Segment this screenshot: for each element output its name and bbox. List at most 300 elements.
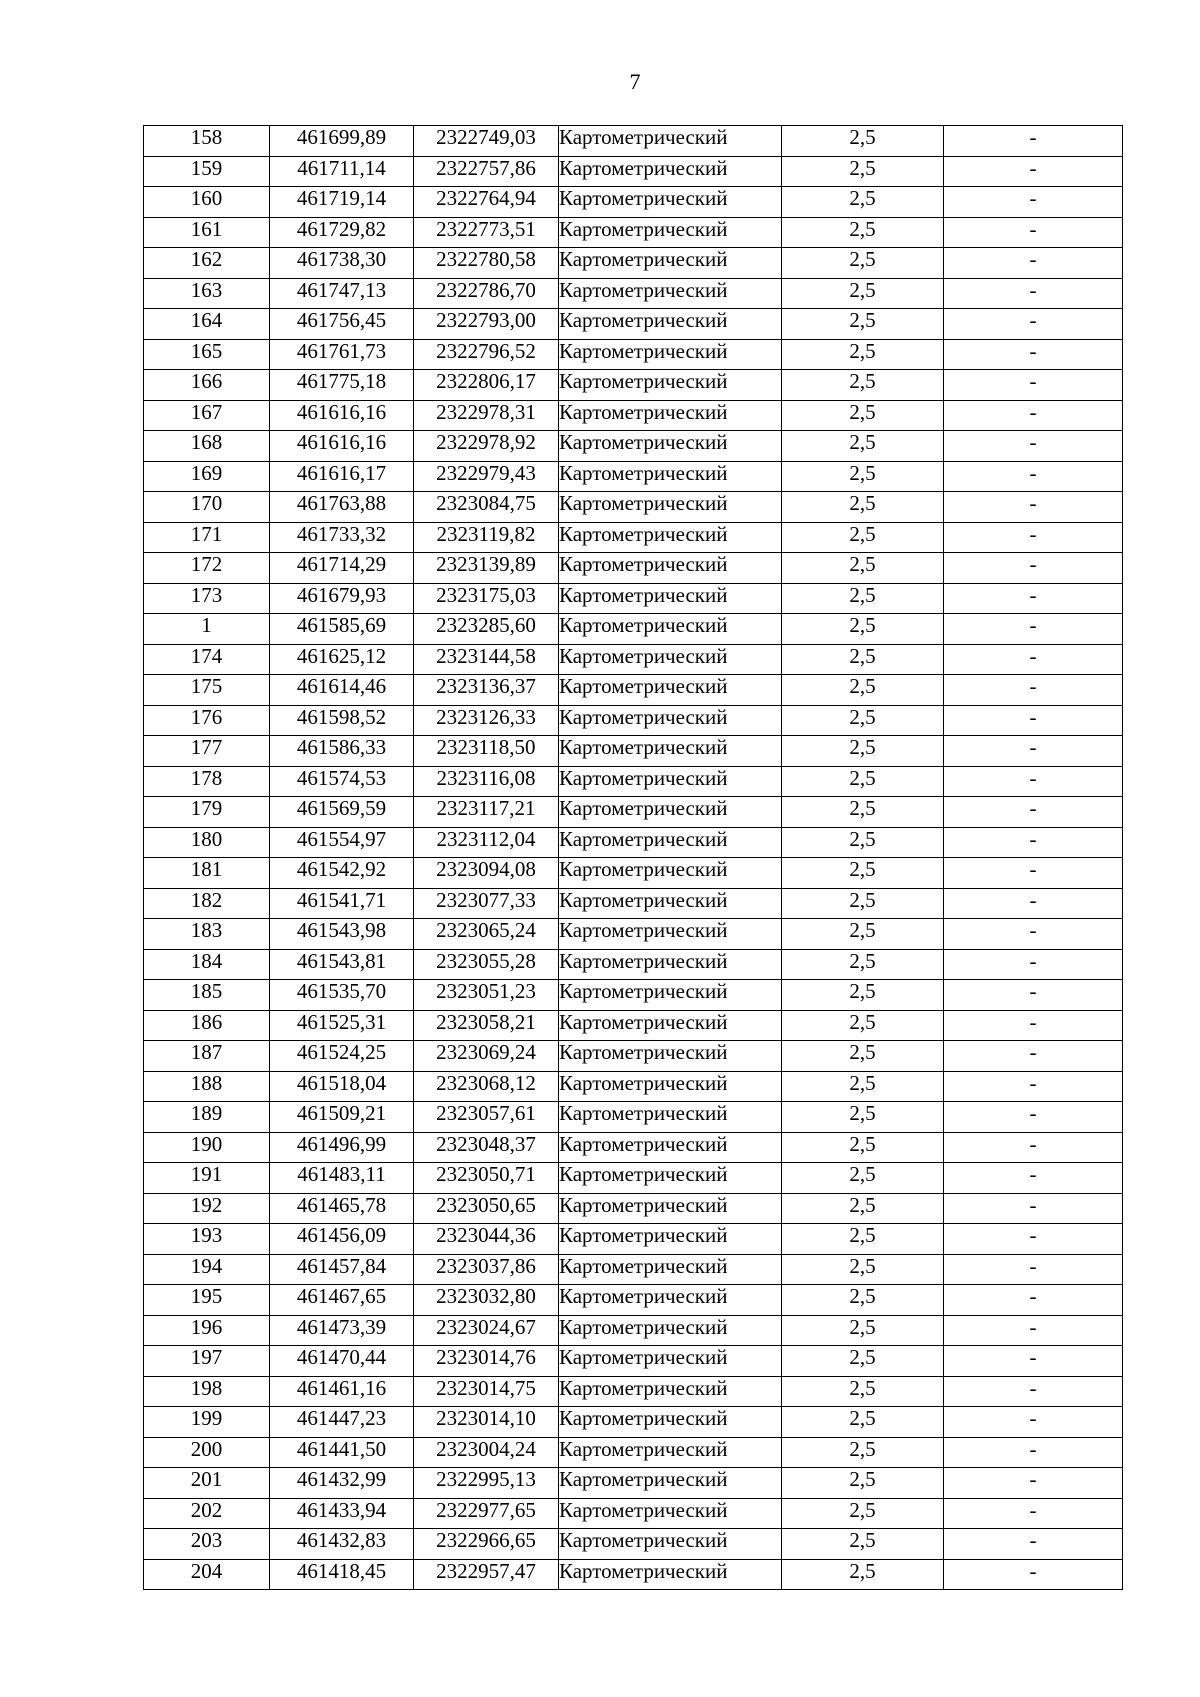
table-row <box>144 888 1123 919</box>
accuracy-cell: 2,5 <box>782 827 944 858</box>
description-cell: - <box>944 1346 1123 1377</box>
method-cell: Картометрический <box>559 1224 782 1255</box>
table-row <box>144 431 1123 462</box>
y-coordinate-cell: 2323144,58 <box>414 644 559 675</box>
table-row <box>144 1102 1123 1133</box>
method-cell: Картометрический <box>559 1193 782 1224</box>
accuracy-cell: 2,5 <box>782 919 944 950</box>
y-coordinate-cell: 2323037,86 <box>414 1254 559 1285</box>
point-number-cell: 203 <box>144 1529 270 1560</box>
y-coordinate-cell: 2322995,13 <box>414 1468 559 1499</box>
x-coordinate-cell: 461733,32 <box>270 522 414 553</box>
x-coordinate-cell: 461738,30 <box>270 248 414 279</box>
y-coordinate-cell: 2322806,17 <box>414 370 559 401</box>
x-coordinate-cell: 461616,16 <box>270 431 414 462</box>
point-number-cell: 173 <box>144 583 270 614</box>
method-cell: Картометрический <box>559 1407 782 1438</box>
table-row <box>144 644 1123 675</box>
method-cell: Картометрический <box>559 461 782 492</box>
method-cell: Картометрический <box>559 1346 782 1377</box>
point-number-cell: 176 <box>144 705 270 736</box>
point-number-cell: 187 <box>144 1041 270 1072</box>
table-row <box>144 1529 1123 1560</box>
y-coordinate-cell: 2322978,31 <box>414 400 559 431</box>
method-cell: Картометрический <box>559 1498 782 1529</box>
method-cell: Картометрический <box>559 1315 782 1346</box>
table-row <box>144 1041 1123 1072</box>
x-coordinate-cell: 461432,83 <box>270 1529 414 1560</box>
y-coordinate-cell: 2323094,08 <box>414 858 559 889</box>
method-cell: Картометрический <box>559 1254 782 1285</box>
y-coordinate-cell: 2322977,65 <box>414 1498 559 1529</box>
table-row <box>144 1010 1123 1041</box>
accuracy-cell: 2,5 <box>782 1224 944 1255</box>
method-cell: Картометрический <box>559 1437 782 1468</box>
accuracy-cell: 2,5 <box>782 980 944 1011</box>
table-row <box>144 614 1123 645</box>
description-cell: - <box>944 644 1123 675</box>
table-row <box>144 1224 1123 1255</box>
method-cell: Картометрический <box>559 553 782 584</box>
description-cell: - <box>944 339 1123 370</box>
method-cell: Картометрический <box>559 583 782 614</box>
description-cell: - <box>944 1163 1123 1194</box>
point-number-cell: 178 <box>144 766 270 797</box>
y-coordinate-cell: 2323139,89 <box>414 553 559 584</box>
description-cell: - <box>944 766 1123 797</box>
accuracy-cell: 2,5 <box>782 797 944 828</box>
accuracy-cell: 2,5 <box>782 1193 944 1224</box>
description-cell: - <box>944 492 1123 523</box>
y-coordinate-cell: 2323058,21 <box>414 1010 559 1041</box>
table-row <box>144 736 1123 767</box>
description-cell: - <box>944 949 1123 980</box>
accuracy-cell: 2,5 <box>782 1010 944 1041</box>
description-cell: - <box>944 1041 1123 1072</box>
y-coordinate-cell: 2323084,75 <box>414 492 559 523</box>
method-cell: Картометрический <box>559 949 782 980</box>
point-number-cell: 158 <box>144 126 270 157</box>
x-coordinate-cell: 461616,17 <box>270 461 414 492</box>
description-cell: - <box>944 1559 1123 1590</box>
y-coordinate-cell: 2322764,94 <box>414 187 559 218</box>
method-cell: Картометрический <box>559 1041 782 1072</box>
x-coordinate-cell: 461616,16 <box>270 400 414 431</box>
x-coordinate-cell: 461569,59 <box>270 797 414 828</box>
y-coordinate-cell: 2323116,08 <box>414 766 559 797</box>
x-coordinate-cell: 461699,89 <box>270 126 414 157</box>
y-coordinate-cell: 2322966,65 <box>414 1529 559 1560</box>
y-coordinate-cell: 2322796,52 <box>414 339 559 370</box>
method-cell: Картометрический <box>559 522 782 553</box>
accuracy-cell: 2,5 <box>782 522 944 553</box>
table-row <box>144 919 1123 950</box>
x-coordinate-cell: 461535,70 <box>270 980 414 1011</box>
table-row <box>144 1376 1123 1407</box>
x-coordinate-cell: 461524,25 <box>270 1041 414 1072</box>
y-coordinate-cell: 2322773,51 <box>414 217 559 248</box>
y-coordinate-cell: 2322780,58 <box>414 248 559 279</box>
method-cell: Картометрический <box>559 1102 782 1133</box>
description-cell: - <box>944 187 1123 218</box>
point-number-cell: 182 <box>144 888 270 919</box>
x-coordinate-cell: 461585,69 <box>270 614 414 645</box>
description-cell: - <box>944 797 1123 828</box>
accuracy-cell: 2,5 <box>782 1315 944 1346</box>
point-number-cell: 202 <box>144 1498 270 1529</box>
description-cell: - <box>944 126 1123 157</box>
method-cell: Картометрический <box>559 614 782 645</box>
y-coordinate-cell: 2323117,21 <box>414 797 559 828</box>
table-row <box>144 858 1123 889</box>
point-number-cell: 179 <box>144 797 270 828</box>
description-cell: - <box>944 400 1123 431</box>
method-cell: Картометрический <box>559 1468 782 1499</box>
table-row <box>144 949 1123 980</box>
method-cell: Картометрический <box>559 1163 782 1194</box>
description-cell: - <box>944 1498 1123 1529</box>
table-row <box>144 1407 1123 1438</box>
x-coordinate-cell: 461461,16 <box>270 1376 414 1407</box>
x-coordinate-cell: 461518,04 <box>270 1071 414 1102</box>
table-row <box>144 1559 1123 1590</box>
method-cell: Картометрический <box>559 705 782 736</box>
point-number-cell: 171 <box>144 522 270 553</box>
point-number-cell: 188 <box>144 1071 270 1102</box>
point-number-cell: 193 <box>144 1224 270 1255</box>
table-row <box>144 797 1123 828</box>
method-cell: Картометрический <box>559 675 782 706</box>
description-cell: - <box>944 278 1123 309</box>
x-coordinate-cell: 461509,21 <box>270 1102 414 1133</box>
table-row <box>144 278 1123 309</box>
y-coordinate-cell: 2323077,33 <box>414 888 559 919</box>
description-cell: - <box>944 1529 1123 1560</box>
description-cell: - <box>944 461 1123 492</box>
y-coordinate-cell: 2322757,86 <box>414 156 559 187</box>
description-cell: - <box>944 431 1123 462</box>
point-number-cell: 200 <box>144 1437 270 1468</box>
x-coordinate-cell: 461456,09 <box>270 1224 414 1255</box>
x-coordinate-cell: 461719,14 <box>270 187 414 218</box>
y-coordinate-cell: 2322957,47 <box>414 1559 559 1590</box>
accuracy-cell: 2,5 <box>782 1163 944 1194</box>
table-row <box>144 1193 1123 1224</box>
accuracy-cell: 2,5 <box>782 126 944 157</box>
description-cell: - <box>944 1407 1123 1438</box>
x-coordinate-cell: 461418,45 <box>270 1559 414 1590</box>
accuracy-cell: 2,5 <box>782 492 944 523</box>
table-row <box>144 980 1123 1011</box>
x-coordinate-cell: 461756,45 <box>270 309 414 340</box>
method-cell: Картометрический <box>559 126 782 157</box>
point-number-cell: 190 <box>144 1132 270 1163</box>
point-number-cell: 181 <box>144 858 270 889</box>
method-cell: Картометрический <box>559 339 782 370</box>
y-coordinate-cell: 2323119,82 <box>414 522 559 553</box>
x-coordinate-cell: 461614,46 <box>270 675 414 706</box>
x-coordinate-cell: 461496,99 <box>270 1132 414 1163</box>
point-number-cell: 170 <box>144 492 270 523</box>
y-coordinate-cell: 2323136,37 <box>414 675 559 706</box>
x-coordinate-cell: 461441,50 <box>270 1437 414 1468</box>
method-cell: Картометрический <box>559 1559 782 1590</box>
description-cell: - <box>944 1315 1123 1346</box>
table-row <box>144 461 1123 492</box>
method-cell: Картометрический <box>559 156 782 187</box>
description-cell: - <box>944 858 1123 889</box>
point-number-cell: 195 <box>144 1285 270 1316</box>
accuracy-cell: 2,5 <box>782 431 944 462</box>
y-coordinate-cell: 2323014,75 <box>414 1376 559 1407</box>
description-cell: - <box>944 309 1123 340</box>
description-cell: - <box>944 1254 1123 1285</box>
point-number-cell: 167 <box>144 400 270 431</box>
y-coordinate-cell: 2322979,43 <box>414 461 559 492</box>
table-row <box>144 766 1123 797</box>
accuracy-cell: 2,5 <box>782 705 944 736</box>
accuracy-cell: 2,5 <box>782 187 944 218</box>
accuracy-cell: 2,5 <box>782 370 944 401</box>
y-coordinate-cell: 2323014,10 <box>414 1407 559 1438</box>
accuracy-cell: 2,5 <box>782 400 944 431</box>
point-number-cell: 198 <box>144 1376 270 1407</box>
accuracy-cell: 2,5 <box>782 1376 944 1407</box>
accuracy-cell: 2,5 <box>782 461 944 492</box>
table-row <box>144 400 1123 431</box>
y-coordinate-cell: 2323032,80 <box>414 1285 559 1316</box>
y-coordinate-cell: 2323118,50 <box>414 736 559 767</box>
point-number-cell: 162 <box>144 248 270 279</box>
method-cell: Картометрический <box>559 1376 782 1407</box>
accuracy-cell: 2,5 <box>782 949 944 980</box>
accuracy-cell: 2,5 <box>782 553 944 584</box>
point-number-cell: 174 <box>144 644 270 675</box>
y-coordinate-cell: 2323014,76 <box>414 1346 559 1377</box>
x-coordinate-cell: 461542,92 <box>270 858 414 889</box>
y-coordinate-cell: 2322978,92 <box>414 431 559 462</box>
y-coordinate-cell: 2323285,60 <box>414 614 559 645</box>
accuracy-cell: 2,5 <box>782 1132 944 1163</box>
point-number-cell: 192 <box>144 1193 270 1224</box>
x-coordinate-cell: 461775,18 <box>270 370 414 401</box>
table-row <box>144 1163 1123 1194</box>
description-cell: - <box>944 1010 1123 1041</box>
method-cell: Картометрический <box>559 644 782 675</box>
accuracy-cell: 2,5 <box>782 1071 944 1102</box>
y-coordinate-cell: 2323050,71 <box>414 1163 559 1194</box>
point-number-cell: 201 <box>144 1468 270 1499</box>
accuracy-cell: 2,5 <box>782 1346 944 1377</box>
point-number-cell: 1 <box>144 614 270 645</box>
y-coordinate-cell: 2323044,36 <box>414 1224 559 1255</box>
table-row <box>144 583 1123 614</box>
accuracy-cell: 2,5 <box>782 583 944 614</box>
description-cell: - <box>944 1071 1123 1102</box>
x-coordinate-cell: 461598,52 <box>270 705 414 736</box>
x-coordinate-cell: 461432,99 <box>270 1468 414 1499</box>
point-number-cell: 165 <box>144 339 270 370</box>
description-cell: - <box>944 1102 1123 1133</box>
accuracy-cell: 2,5 <box>782 644 944 675</box>
description-cell: - <box>944 553 1123 584</box>
accuracy-cell: 2,5 <box>782 1285 944 1316</box>
accuracy-cell: 2,5 <box>782 1437 944 1468</box>
point-number-cell: 204 <box>144 1559 270 1590</box>
page-number: 7 <box>629 69 641 94</box>
method-cell: Картометрический <box>559 827 782 858</box>
x-coordinate-cell: 461483,11 <box>270 1163 414 1194</box>
description-cell: - <box>944 980 1123 1011</box>
point-number-cell: 185 <box>144 980 270 1011</box>
x-coordinate-cell: 461763,88 <box>270 492 414 523</box>
description-cell: - <box>944 675 1123 706</box>
method-cell: Картометрический <box>559 309 782 340</box>
description-cell: - <box>944 736 1123 767</box>
description-cell: - <box>944 1285 1123 1316</box>
table-row <box>144 1498 1123 1529</box>
x-coordinate-cell: 461467,65 <box>270 1285 414 1316</box>
accuracy-cell: 2,5 <box>782 675 944 706</box>
accuracy-cell: 2,5 <box>782 1498 944 1529</box>
table-row <box>144 1132 1123 1163</box>
method-cell: Картометрический <box>559 1529 782 1560</box>
method-cell: Картометрический <box>559 431 782 462</box>
description-cell: - <box>944 1468 1123 1499</box>
x-coordinate-cell: 461711,14 <box>270 156 414 187</box>
method-cell: Картометрический <box>559 980 782 1011</box>
y-coordinate-cell: 2323050,65 <box>414 1193 559 1224</box>
description-cell: - <box>944 583 1123 614</box>
description-cell: - <box>944 156 1123 187</box>
accuracy-cell: 2,5 <box>782 736 944 767</box>
method-cell: Картометрический <box>559 1010 782 1041</box>
accuracy-cell: 2,5 <box>782 1559 944 1590</box>
table-row <box>144 126 1123 157</box>
point-number-cell: 180 <box>144 827 270 858</box>
table-row <box>144 492 1123 523</box>
y-coordinate-cell: 2323126,33 <box>414 705 559 736</box>
description-cell: - <box>944 248 1123 279</box>
y-coordinate-cell: 2323112,04 <box>414 827 559 858</box>
description-cell: - <box>944 705 1123 736</box>
table-row <box>144 370 1123 401</box>
point-number-cell: 183 <box>144 919 270 950</box>
accuracy-cell: 2,5 <box>782 339 944 370</box>
accuracy-cell: 2,5 <box>782 156 944 187</box>
y-coordinate-cell: 2323065,24 <box>414 919 559 950</box>
table-row <box>144 1437 1123 1468</box>
description-cell: - <box>944 1376 1123 1407</box>
accuracy-cell: 2,5 <box>782 278 944 309</box>
point-number-cell: 189 <box>144 1102 270 1133</box>
x-coordinate-cell: 461554,97 <box>270 827 414 858</box>
table-row <box>144 339 1123 370</box>
point-number-cell: 191 <box>144 1163 270 1194</box>
x-coordinate-cell: 461457,84 <box>270 1254 414 1285</box>
method-cell: Картометрический <box>559 217 782 248</box>
x-coordinate-cell: 461729,82 <box>270 217 414 248</box>
y-coordinate-cell: 2322749,03 <box>414 126 559 157</box>
table-row <box>144 522 1123 553</box>
x-coordinate-cell: 461473,39 <box>270 1315 414 1346</box>
coordinates-table-body <box>144 126 1123 1590</box>
y-coordinate-cell: 2323024,67 <box>414 1315 559 1346</box>
description-cell: - <box>944 1193 1123 1224</box>
accuracy-cell: 2,5 <box>782 888 944 919</box>
y-coordinate-cell: 2323175,03 <box>414 583 559 614</box>
description-cell: - <box>944 1132 1123 1163</box>
description-cell: - <box>944 827 1123 858</box>
table-row <box>144 553 1123 584</box>
accuracy-cell: 2,5 <box>782 309 944 340</box>
y-coordinate-cell: 2323051,23 <box>414 980 559 1011</box>
y-coordinate-cell: 2322786,70 <box>414 278 559 309</box>
point-number-cell: 194 <box>144 1254 270 1285</box>
table-row <box>144 156 1123 187</box>
accuracy-cell: 2,5 <box>782 614 944 645</box>
point-number-cell: 160 <box>144 187 270 218</box>
accuracy-cell: 2,5 <box>782 1468 944 1499</box>
description-cell: - <box>944 919 1123 950</box>
point-number-cell: 164 <box>144 309 270 340</box>
method-cell: Картометрический <box>559 492 782 523</box>
point-number-cell: 161 <box>144 217 270 248</box>
method-cell: Картометрический <box>559 858 782 889</box>
coordinates-table <box>143 125 1123 1590</box>
point-number-cell: 184 <box>144 949 270 980</box>
accuracy-cell: 2,5 <box>782 1102 944 1133</box>
y-coordinate-cell: 2322793,00 <box>414 309 559 340</box>
y-coordinate-cell: 2323004,24 <box>414 1437 559 1468</box>
y-coordinate-cell: 2323055,28 <box>414 949 559 980</box>
method-cell: Картометрический <box>559 888 782 919</box>
description-cell: - <box>944 522 1123 553</box>
x-coordinate-cell: 461574,53 <box>270 766 414 797</box>
table-row <box>144 1315 1123 1346</box>
table-row <box>144 705 1123 736</box>
y-coordinate-cell: 2323048,37 <box>414 1132 559 1163</box>
table-row <box>144 248 1123 279</box>
point-number-cell: 163 <box>144 278 270 309</box>
x-coordinate-cell: 461543,98 <box>270 919 414 950</box>
x-coordinate-cell: 461470,44 <box>270 1346 414 1377</box>
accuracy-cell: 2,5 <box>782 1041 944 1072</box>
method-cell: Картометрический <box>559 370 782 401</box>
x-coordinate-cell: 461679,93 <box>270 583 414 614</box>
x-coordinate-cell: 461433,94 <box>270 1498 414 1529</box>
method-cell: Картометрический <box>559 400 782 431</box>
x-coordinate-cell: 461761,73 <box>270 339 414 370</box>
table-row <box>144 1071 1123 1102</box>
point-number-cell: 186 <box>144 1010 270 1041</box>
accuracy-cell: 2,5 <box>782 217 944 248</box>
table-row <box>144 1468 1123 1499</box>
method-cell: Картометрический <box>559 1285 782 1316</box>
description-cell: - <box>944 370 1123 401</box>
accuracy-cell: 2,5 <box>782 1254 944 1285</box>
method-cell: Картометрический <box>559 797 782 828</box>
accuracy-cell: 2,5 <box>782 766 944 797</box>
table-row <box>144 1346 1123 1377</box>
description-cell: - <box>944 1224 1123 1255</box>
point-number-cell: 197 <box>144 1346 270 1377</box>
x-coordinate-cell: 461525,31 <box>270 1010 414 1041</box>
x-coordinate-cell: 461447,23 <box>270 1407 414 1438</box>
x-coordinate-cell: 461465,78 <box>270 1193 414 1224</box>
point-number-cell: 169 <box>144 461 270 492</box>
x-coordinate-cell: 461543,81 <box>270 949 414 980</box>
